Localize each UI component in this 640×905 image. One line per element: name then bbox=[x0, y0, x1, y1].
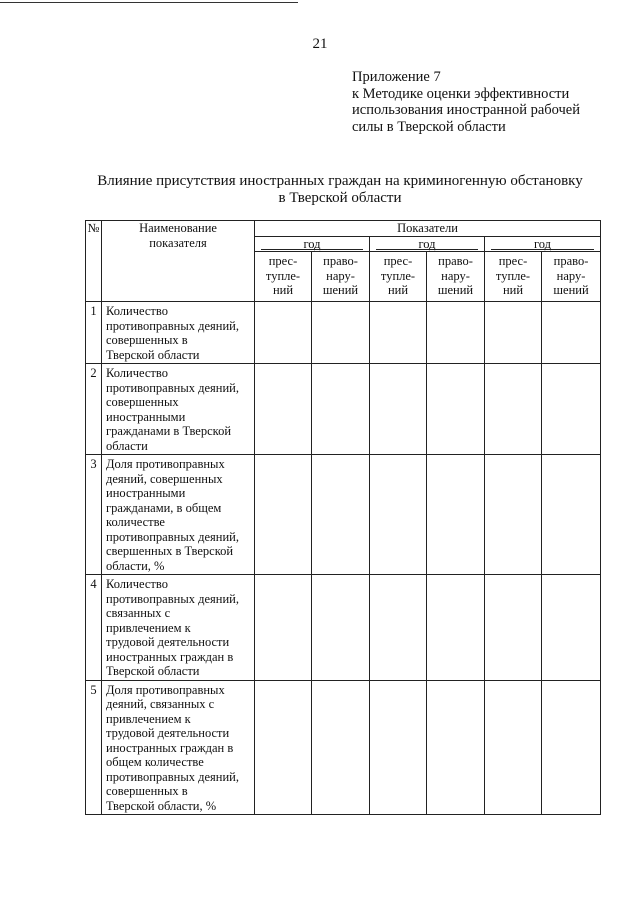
value-cell bbox=[485, 364, 542, 455]
header-offenses: право- нару- шений bbox=[542, 252, 601, 302]
table-row bbox=[86, 455, 601, 575]
value-cell bbox=[427, 575, 485, 681]
value-cell bbox=[370, 680, 427, 815]
appendix-line: силы в Тверской области bbox=[352, 118, 506, 135]
value-cell bbox=[312, 364, 370, 455]
value-cell bbox=[427, 364, 485, 455]
value-cell bbox=[542, 455, 601, 575]
value-cell bbox=[542, 302, 601, 364]
header-offenses: право- нару- шений bbox=[312, 252, 370, 302]
row-indicator-name: Доля противоправных деяний, связанных с привлечением к трудовой деятельности иностранных граждан в общем количестве противоправных деяний, совершенных в Тверской области, % bbox=[102, 680, 255, 815]
value-cell bbox=[255, 364, 312, 455]
value-cell bbox=[427, 680, 485, 815]
row-indicator-name: Доля противоправных деяний, совершенных иностранными гражданами, в общем количестве противоправных деяний, свершенных в Тверской области, % bbox=[102, 455, 255, 575]
row-number: 4 bbox=[86, 575, 102, 681]
appendix-line: к Методике оценки эффективности bbox=[352, 85, 570, 102]
table-row bbox=[86, 302, 601, 364]
table-row bbox=[86, 575, 601, 681]
value-cell bbox=[255, 302, 312, 364]
value-cell bbox=[312, 575, 370, 681]
value-cell bbox=[312, 302, 370, 364]
header-year: год bbox=[485, 236, 601, 252]
title-line: в Тверской области bbox=[278, 190, 402, 206]
value-cell bbox=[485, 575, 542, 681]
top-rule bbox=[0, 2, 298, 3]
value-cell bbox=[255, 455, 312, 575]
row-number: 3 bbox=[86, 455, 102, 575]
row-number: 5 bbox=[86, 680, 102, 815]
indicators-table bbox=[85, 220, 601, 815]
value-cell bbox=[485, 680, 542, 815]
value-cell bbox=[370, 302, 427, 364]
value-cell bbox=[255, 575, 312, 681]
value-cell bbox=[542, 680, 601, 815]
appendix-line: Приложение 7 bbox=[352, 69, 441, 85]
value-cell bbox=[370, 575, 427, 681]
header-indicator-name: Наименование показателя bbox=[102, 221, 255, 302]
row-indicator-name: Количество противоправных деяний, совершенных иностранными гражданами в Тверской области bbox=[102, 364, 255, 455]
header-number: № bbox=[86, 221, 102, 302]
row-number: 2 bbox=[86, 364, 102, 455]
table-row bbox=[86, 364, 601, 455]
appendix-line: использования иностранной рабочей bbox=[352, 102, 581, 118]
header-indicators: Показатели bbox=[255, 221, 601, 237]
row-number: 1 bbox=[86, 302, 102, 364]
appendix-caption bbox=[352, 69, 612, 135]
header-year: год bbox=[255, 236, 370, 252]
header-offenses: право- нару- шений bbox=[427, 252, 485, 302]
value-cell bbox=[485, 302, 542, 364]
value-cell bbox=[255, 680, 312, 815]
value-cell bbox=[485, 455, 542, 575]
header-year: год bbox=[370, 236, 485, 252]
title-line: Влияние присутствия иностранных граждан на криминогенную обстановку bbox=[97, 173, 583, 189]
header-crimes: прес- тупле- ний bbox=[370, 252, 427, 302]
value-cell bbox=[427, 302, 485, 364]
header-crimes: прес- тупле- ний bbox=[485, 252, 542, 302]
document-title bbox=[60, 173, 620, 207]
page-number: 21 bbox=[312, 36, 328, 52]
value-cell bbox=[370, 364, 427, 455]
value-cell bbox=[427, 455, 485, 575]
value-cell bbox=[542, 575, 601, 681]
row-indicator-name: Количество противоправных деяний, совершенных в Тверской области bbox=[102, 302, 255, 364]
row-indicator-name: Количество противоправных деяний, связанных с привлечением к трудовой деятельности иностранных граждан в Тверской области bbox=[102, 575, 255, 681]
value-cell bbox=[312, 680, 370, 815]
value-cell bbox=[370, 455, 427, 575]
value-cell bbox=[312, 455, 370, 575]
header-crimes: прес- тупле- ний bbox=[255, 252, 312, 302]
table-row bbox=[86, 680, 601, 815]
value-cell bbox=[542, 364, 601, 455]
